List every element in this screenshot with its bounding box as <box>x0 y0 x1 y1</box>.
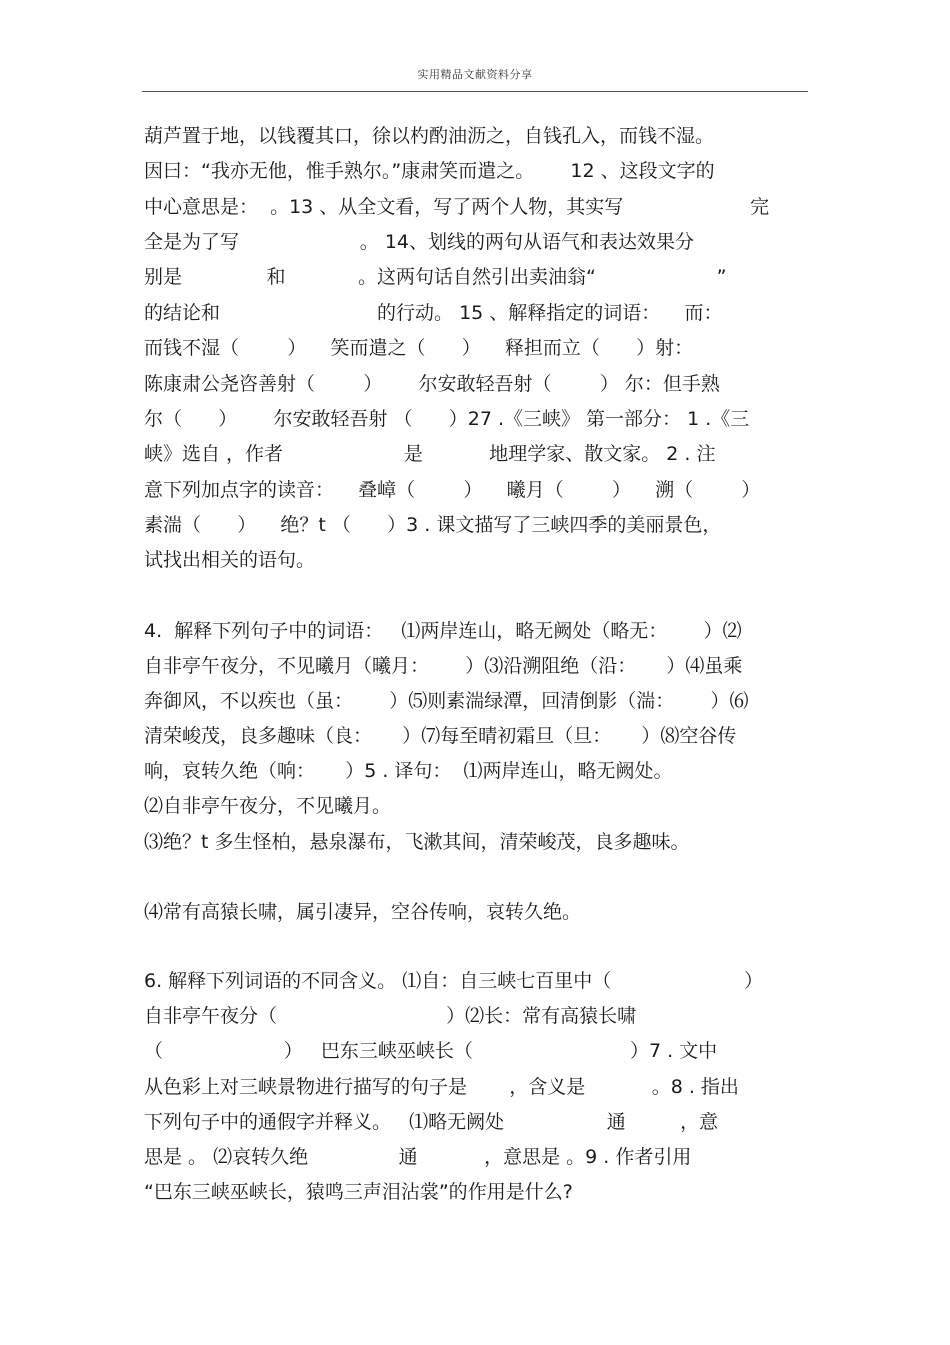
text-line-14: 4. 解释下列句子中的词语： ⑴两岸连山，略无阙处（略无： ）⑵ <box>144 620 742 642</box>
text-line-10: 峡》选自 ，作者 是 地理学家、散文家。 2 . 注 <box>144 443 716 465</box>
text-line-15: 自非亭午夜分，不见曦月（曦月： ）⑶沿溯阻绝（沿： ）⑷虽乘 <box>144 655 743 677</box>
text-line-2: 因曰：“我亦无他，惟手熟尔。”康肃笑而遣之。 12 、这段文字的 <box>144 160 715 182</box>
header-divider <box>142 91 808 92</box>
text-line-17: 清荣峻茂，良多趣味（良： ）⑺每至晴初霜旦（旦： ）⑻空谷传 <box>144 725 737 747</box>
text-line-18: 响，哀转久绝（响： ）5 . 译句： ⑴两岸连山，略无阙处。 <box>144 760 673 782</box>
text-line-22: 6. 解释下列词语的不同含义。 ⑴自：自三峡七百里中（ ） <box>144 970 764 992</box>
text-line-13: 试找出相关的语句。 <box>144 549 316 571</box>
text-line-16: 奔御风，不以疾也（虽： ）⑸则素湍绿潭，回清倒影（湍： ）⑹ <box>144 690 749 712</box>
text-line-20: ⑶绝？t 多生怪柏，悬泉瀑布，飞漱其间，清荣峻茂，良多趣味。 <box>144 831 690 853</box>
text-line-19: ⑵自非亭午夜分，不见曦月。 <box>144 795 392 817</box>
text-line-8: 陈康肃公尧咨善射（ ） 尔安敢轻吾射（ ） 尔：但手熟 <box>144 373 720 395</box>
text-line-26: 下列句子中的通假字并释义。 ⑴略无阙处 通 ，意 <box>144 1111 719 1133</box>
text-line-28: “巴东三峡巫峡长，猿鸣三声泪沾裳”的作用是什么? <box>144 1181 573 1203</box>
text-line-7: 而钱不湿（ ） 笑而遣之（ ） 释担而立（ ）射： <box>144 337 694 359</box>
text-line-25: 从色彩上对三峡景物进行描写的句子是 ，含义是 。8 . 指出 <box>144 1076 739 1098</box>
text-line-4: 全是为了写 。 14、划线的两句从语气和表达效果分 <box>144 231 695 253</box>
text-line-1: 葫芦置于地，以钱覆其口，徐以杓酌油沥之，自钱孔入，而钱不湿。 <box>144 125 715 147</box>
text-line-12: 素湍（ ） 绝？t （ ）3 . 课文描写了三峡四季的美丽景色， <box>144 514 722 536</box>
text-line-21: ⑷常有高猿长啸，属引凄异，空谷传响，哀转久绝。 <box>144 901 582 923</box>
text-line-9: 尔（ ） 尔安敢轻吾射 （ ）27 .《三峡》 第一部分： 1 .《三 <box>144 408 750 430</box>
text-line-11: 意下列加点字的读音： 叠嶂（ ） 曦月（ ） 溯（ ） <box>144 479 761 501</box>
text-line-23: 自非亭午夜分（ ）⑵长：常有高猿长啸 <box>144 1005 637 1027</box>
text-line-24: （ ） 巴东三峡巫峡长（ ）7 . 文中 <box>144 1040 718 1062</box>
page-header: 实用精品文献资料分享 <box>417 68 533 81</box>
text-line-3: 中心意思是： 。13 、从全文看，写了两个人物，其实写 完 <box>144 196 770 218</box>
text-line-27: 思是 。 ⑵哀转久绝 通 ，意思是 。9 . 作者引用 <box>144 1146 692 1168</box>
text-line-6: 的结论和 的行动。 15 、解释指定的词语： 而： <box>144 302 723 324</box>
text-line-5: 别是 和 。这两句话自然引出卖油翁“ ” <box>144 266 727 288</box>
